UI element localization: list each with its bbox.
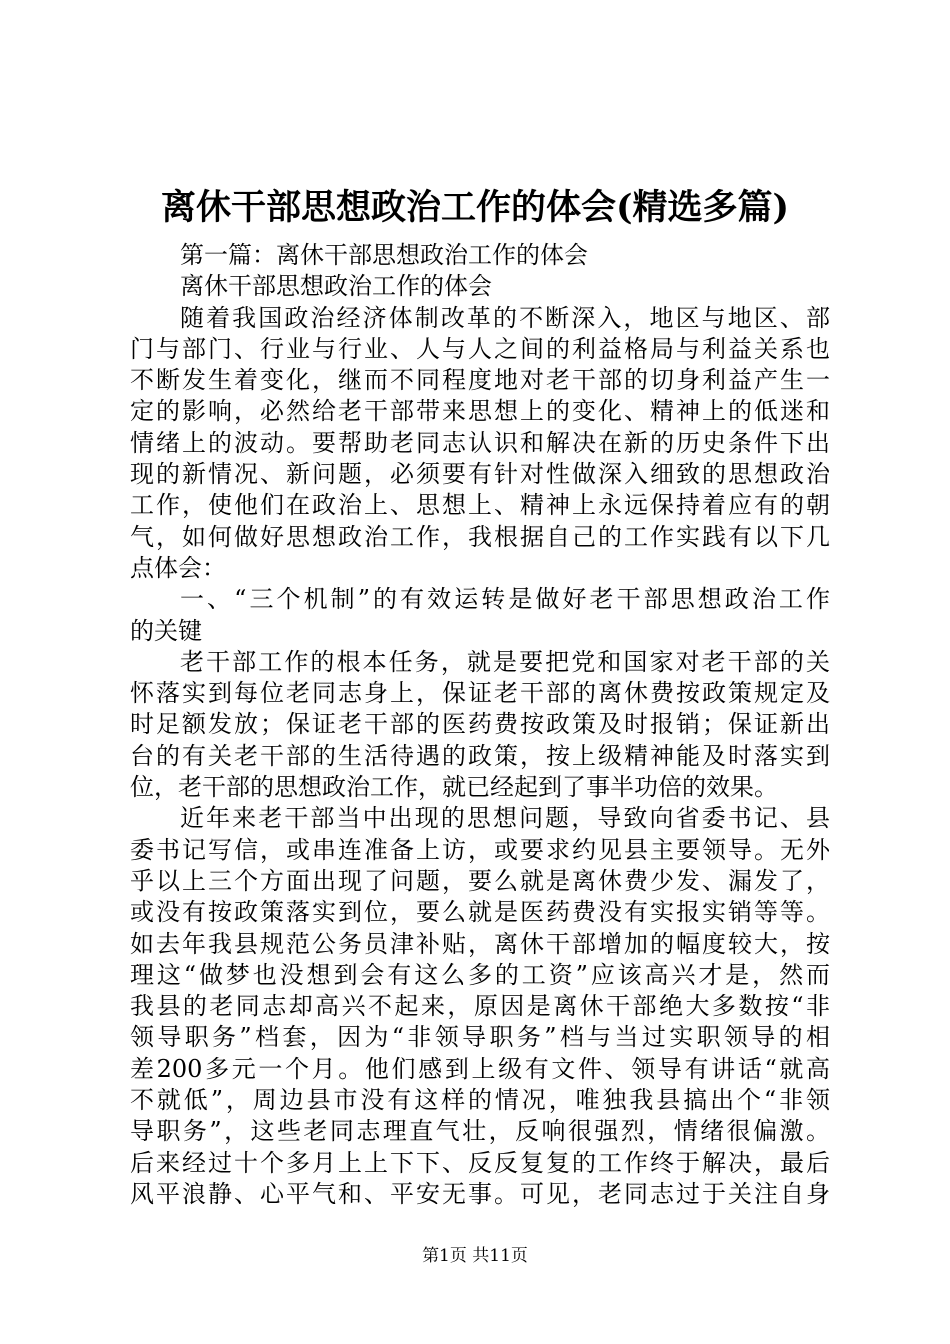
text-line: 我县的老同志却高兴不起来，原因是离休干部绝大多数按“非 (130, 992, 830, 1021)
text-line: 差200多元一个月。他们感到上级有文件、领导有讲话“就高 (130, 1054, 830, 1083)
text-line: 情绪上的波动。要帮助老同志认识和解决在新的历史条件下出 (130, 428, 830, 457)
page-footer: 第1页 共11页 (422, 1246, 528, 1266)
text-line: 领导职务”档套，因为“非领导职务”档与当过实职领导的相 (130, 1023, 830, 1052)
text-line: 点体会： (130, 553, 226, 582)
text-line: 怀落实到每位老同志身上，保证老干部的离休费按政策规定及 (130, 679, 830, 708)
text-line: 不就低”，周边县市没有这样的情况，唯独我县搞出个“非领 (130, 1086, 830, 1115)
document-title: 离休干部思想政治工作的体会(精选多篇) (160, 187, 790, 228)
text-line: 或没有按政策落实到位，要么就是医药费没有实报实销等等。 (130, 898, 830, 927)
text-line: 现的新情况、新问题，必须要有针对性做深入细致的思想政治 (130, 460, 830, 489)
text-line: 风平浪静、心平气和、平安无事。可见，老同志过于关注自身 (130, 1179, 830, 1208)
text-line: 近年来老干部当中出现的思想问题，导致向省委书记、县 (180, 804, 830, 833)
document-body (130, 240, 830, 1210)
text-line: 理这“做梦也没想到会有这么多的工资”应该高兴才是，然而 (130, 960, 830, 989)
article-heading: 离休干部思想政治工作的体会 (180, 272, 492, 301)
subsection-heading-continued: 的关键 (130, 616, 202, 645)
text-line: 气，如何做好思想政治工作，我根据自己的工作实践有以下几 (130, 522, 830, 551)
subsection-heading: 一、“三个机制”的有效运转是做好老干部思想政治工作 (180, 585, 830, 614)
text-line: 老干部工作的根本任务，就是要把党和国家对老干部的关 (180, 647, 830, 676)
text-line: 台的有关老干部的生活待遇的政策，按上级精神能及时落实到 (130, 741, 830, 770)
text-line: 工作，使他们在政治上、思想上、精神上永远保持着应有的朝 (130, 491, 830, 520)
text-line: 乎以上三个方面出现了问题，要么就是离休费少发、漏发了， (130, 866, 830, 895)
text-line: 如去年我县规范公务员津补贴，离休干部增加的幅度较大，按 (130, 929, 830, 958)
text-line: 不断发生着变化，继而不同程度地对老干部的切身利益产生一 (130, 366, 830, 395)
text-line: 导职务”，这些老同志理直气壮，反响很强烈，情绪很偏激。 (130, 1117, 830, 1146)
text-line: 定的影响，必然给老干部带来思想上的变化、精神上的低迷和 (130, 397, 830, 426)
text-line: 委书记写信，或串连准备上访，或要求约见县主要领导。无外 (130, 835, 830, 864)
text-line: 时足额发放；保证老干部的医药费按政策及时报销；保证新出 (130, 710, 830, 739)
text-line: 随着我国政治经济体制改革的不断深入，地区与地区、部 (180, 303, 830, 332)
text-line: 后来经过十个多月上上下下、反反复复的工作终于解决，最后 (130, 1148, 830, 1177)
section-heading: 第一篇：离休干部思想政治工作的体会 (180, 241, 588, 269)
text-line: 位，老干部的思想政治工作，就已经起到了事半功倍的效果。 (130, 773, 778, 802)
text-line: 门与部门、行业与行业、人与人之间的利益格局与利益关系也 (130, 334, 830, 363)
